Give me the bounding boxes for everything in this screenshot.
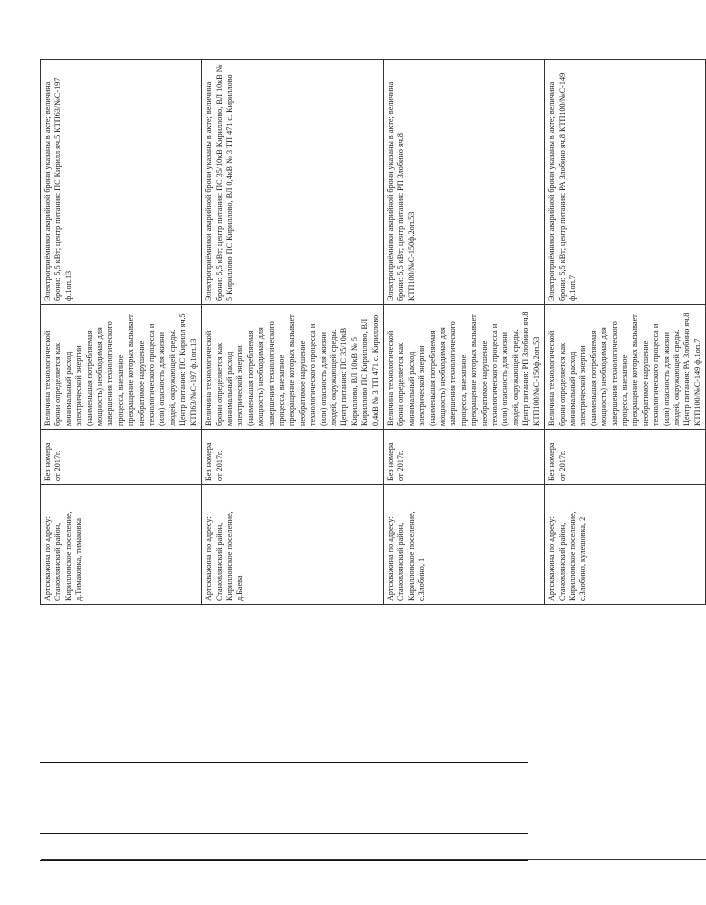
technological-reserve-cell: Величина технологической брони определяется как минимальный расход электрической энергии (наименьшая потребляемая мощность) необходимая для завершения технологического процесса, внезапное прекращение которых вызывает необратимое нарушение технологического процесса и (или) опасность для жизни людей, окружающей среды. Центр питания: ПС Кирилл яч.5 КТП63/№С-197 ф.1оп.13 <box>41 305 202 430</box>
object-name-cell: Артскважина по адресу: Становлянский район, Кирилловское поселение, д.Тимаковка, тимаковка <box>41 485 202 605</box>
document-cell: Без номера от 2017г. <box>384 430 545 485</box>
table-rule <box>40 833 528 834</box>
emergency-reserve-cell: Электроприёмники аварийной брони указаны в акте; величина брони: 5,5 кВт; центр питания: ПС Кирилл яч.5 КТП63/№С-197 ф.1оп.13 <box>41 60 202 305</box>
table-row <box>384 60 545 860</box>
table-rule <box>40 860 528 861</box>
emergency-reserve-cell: Электроприёмники аварийной брони указаны в акте; величина брони: 5,5 кВт; центр питания: РА Злобино яч.8 КТП100/№С-149 ф.1оп.7 <box>545 60 706 305</box>
empty-cell <box>41 605 202 860</box>
emergency-reserve-cell: Электроприёмники аварийной брони указаны в акте; величина брони: 5,5 кВт; центр питания: ПС 35/10кВ Кириллово, ВЛ 10кВ № 5 Кириллово ПС Кириллово, ВЛ 0,4кВ № 3 ТП 471 с. Кириллово <box>202 60 384 305</box>
object-name-cell: Артскважина по адресу: Становлянский район, Кирилловское поселение, д.Баева <box>202 485 384 605</box>
table-rule <box>40 762 528 763</box>
object-name-cell: Артскважина по адресу: Становлянский район, Кирилловское поселение, с.Злобино, 1 <box>384 485 545 605</box>
table-row <box>41 60 202 860</box>
emergency-reserve-cell: Электроприёмники аварийной брони указаны в акте; величина брони: 5,5 кВт; центр питания: РП Злобино яч.8 КТП100/№С-150ф.2оп.53 <box>384 60 545 305</box>
rotated-page <box>40 60 702 860</box>
object-name-cell: Артскважина по адресу: Становлянский район, Кирилловское поселение, с.Злобино, кулешовка, 2 <box>545 485 706 605</box>
table-row <box>545 60 706 860</box>
empty-cell <box>202 605 384 860</box>
table-row <box>202 60 384 860</box>
technological-reserve-cell: Величина технологической брони определяется как минимальный расход электрической энергии (наименьшая потребляемая мощность) необходимая для завершения технологического процесса, внезапное прекращение которых вызывает необратимое нарушение технологического процесса и (или) опасность для жизни людей, окружающей среды. Центр питания: ПС 35/10кВ Кириллово, ВЛ 10кВ № 5 Кириллово ПС Кириллово, ВЛ 0,4кВ № 3 ТП 471 с. Кириллово <box>202 305 384 430</box>
technological-reserve-cell: Величина технологической брони определяется как минимальный расход электрической энергии (наименьшая потребляемая мощность) необходимая для завершения технологического процесса, внезапное прекращение которых вызывает необратимое нарушение технологического процесса и (или) опасность для жизни людей, окружающей среды. Центр питания: РА Злобино яч.8 КТП100/№С-149 ф.1оп.7 <box>545 305 706 430</box>
document-cell: Без номера от 2017г. <box>41 430 202 485</box>
empty-cell <box>545 605 706 860</box>
reservation-table <box>40 59 706 860</box>
document-cell: Без номера от 2017г. <box>545 430 706 485</box>
document-cell: Без номера от 2017г. <box>202 430 384 485</box>
empty-cell <box>384 605 545 860</box>
technological-reserve-cell: Величина технологической брони определяется как минимальный расход электрической энергии (наименьшая потребляемая мощность) необходимая для завершения технологического процесса, внезапное прекращение которых вызывает необратимое нарушение технологического процесса и (или) опасность для жизни людей, окружающей среды. Центр питания: РП Злобино яч.8 КТП100/№С-150ф.2оп.53 <box>384 305 545 430</box>
